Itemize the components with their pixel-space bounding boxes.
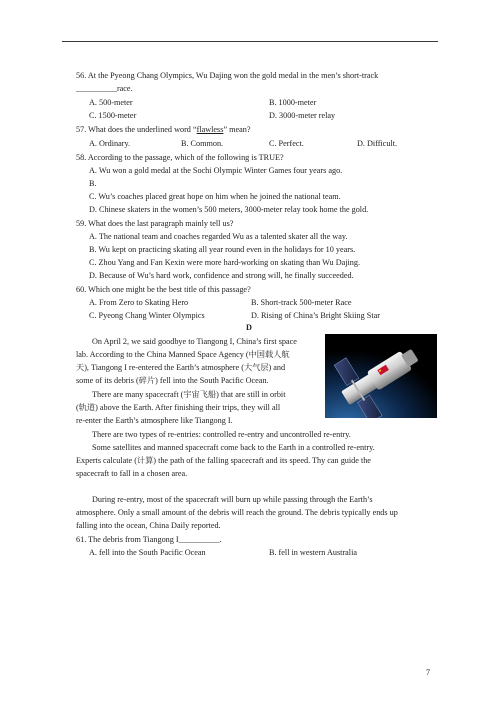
q60-option-b: B. Short-track 500-meter Race	[251, 298, 352, 307]
passage-p1-line3: 天), Tiangong I re-entered the Earth’s atmosphere (大气层) and	[76, 363, 286, 372]
passage-p1-line2: lab. According to the China Manned Space Agency (中国载人航	[76, 350, 290, 359]
q60-option-d: D. Rising of China’s Bright Skiing Star	[251, 311, 380, 320]
passage-p5-line2: atmosphere. Only a small amount of the debris will reach the ground. The debris typically ends up	[76, 508, 398, 517]
passage-p2-line3: re-enter the Earth’s atmosphere like Tiangong I.	[76, 416, 233, 425]
q56-option-d: D. 3000-meter relay	[269, 111, 336, 120]
q59-option-a: A. The national team and coaches regarded Wu as a talented skater all the way.	[89, 232, 348, 241]
q59-option-d: D. Because of Wu’s hard work, confidence and strong will, he finally succeeded.	[89, 271, 354, 280]
q57-option-a: A. Ordinary.	[89, 139, 131, 148]
q58-option-a: A. Wu won a gold medal at the Sochi Olympic Winter Games four years ago.	[89, 166, 343, 175]
q57-option-d: D. Difficult.	[357, 139, 398, 148]
q56-stem: 56. At the Pyeong Chang Olympics, Wu Dajing won the gold medal in the men’s short-track	[76, 71, 379, 80]
q56-option-a: A. 500-meter	[89, 98, 133, 107]
q56-option-b: B. 1000-meter	[269, 98, 317, 107]
section-d-heading: D	[246, 323, 252, 332]
q59-stem: 59. What does the last paragraph mainly tell us?	[76, 219, 234, 228]
passage-p1-line1: On April 2, we said goodbye to Tiangong I, China’s first space	[92, 337, 297, 346]
passage-p5-line3: falling into the ocean, China Daily reported.	[76, 521, 221, 530]
passage-p1-line4: some of its debris (碎片) fell into the South Pacific Ocean.	[76, 376, 269, 385]
q56-stem-blank: __________race.	[76, 84, 133, 93]
q57-stem-post: ” mean?	[223, 125, 251, 134]
q58-stem: 58. According to the passage, which of the following is TRUE?	[76, 153, 284, 162]
passage-p2-line2: (轨道) above the Earth. After finishing their trips, they will all	[76, 403, 281, 412]
passage-p5-line1: During re-entry, most of the spacecraft will burn up while passing through the Earth’s	[92, 495, 373, 504]
spacecraft-illustration	[325, 334, 437, 418]
q58-option-c: C. Wu’s coaches placed great hope on him when he joined the national team.	[89, 192, 341, 201]
q57-stem	[76, 124, 250, 136]
q60-stem: 60. Which one might be the best title of this passage?	[76, 285, 251, 294]
q60-option-c: C. Pyeong Chang Winter Olympics	[89, 311, 205, 320]
q58-option-b: B.	[89, 179, 97, 188]
page-number: 7	[426, 668, 430, 677]
q56-option-c: C. 1500-meter	[89, 111, 137, 120]
q61-option-a: A. fell into the South Pacific Ocean	[89, 548, 206, 557]
q59-option-c: C. Zhou Yang and Fan Kexin were more hard-working on skating than Wu Dajing.	[89, 258, 361, 267]
passage-p3: There are two types of re-entries: controlled re-entry and uncontrolled re-entry.	[92, 430, 351, 439]
tiangong-spacecraft-image	[325, 334, 437, 418]
q58-option-d: D. Chinese skaters in the women’s 500 meters, 3000-meter relay took home the gold.	[89, 205, 369, 214]
passage-p4-line1: Some satellites and manned spacecraft come back to the Earth in a controlled re-entry.	[92, 443, 375, 452]
q61-stem: 61. The debris from Tiangong I__________.	[76, 535, 222, 544]
q60-option-a: A. From Zero to Skating Hero	[89, 298, 189, 307]
q59-option-b: B. Wu kept on practicing skating all year round even in the holidays for 10 years.	[89, 245, 356, 254]
q57-stem-pre: 57. What does the underlined word “	[76, 125, 197, 134]
q61-option-b: B. fell in western Australia	[269, 548, 357, 557]
q57-underlined-word: flawless	[196, 125, 224, 134]
passage-p4-line3: spacecraft to fall in a chosen area.	[76, 469, 188, 478]
q57-option-c: C. Perfect.	[269, 139, 304, 148]
passage-p2-line1: There are many spacecraft (宇宙飞船) that are still in orbit	[92, 390, 286, 399]
q57-option-b: B. Common.	[181, 139, 224, 148]
passage-p4-line2: Experts calculate (计算) the path of the falling spacecraft and its speed. Thy can guide the	[76, 456, 371, 465]
